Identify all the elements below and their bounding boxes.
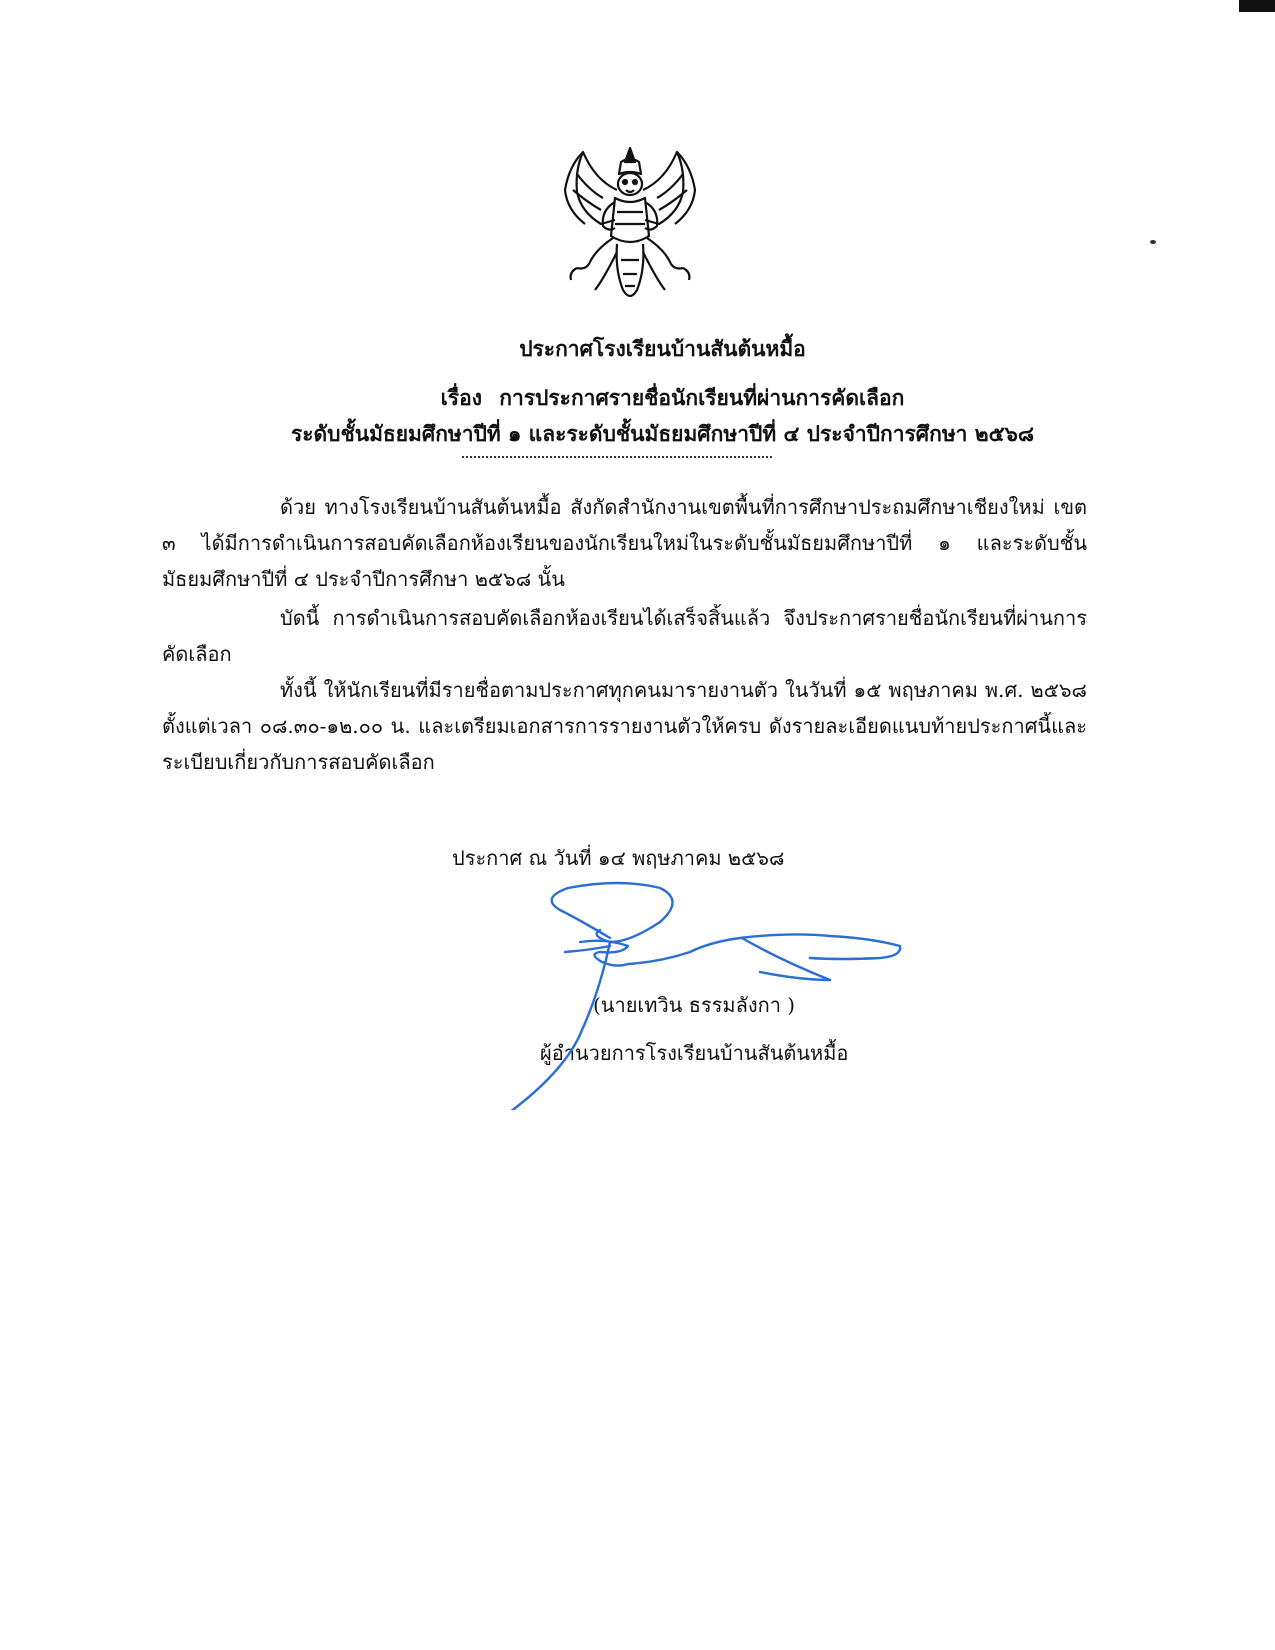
announcement-title: ประกาศโรงเรียนบ้านสันต้นหมื้อ bbox=[519, 336, 806, 361]
subject-label: เรื่อง bbox=[440, 385, 482, 410]
paragraph-3 bbox=[162, 672, 1087, 780]
paragraph-2 bbox=[162, 600, 1087, 672]
signer-name: (นายเทวิน ธรรมลังกา ) bbox=[593, 993, 796, 1017]
separator-dots bbox=[462, 456, 772, 458]
scan-edge-mark bbox=[1239, 0, 1275, 12]
subject-text: การประกาศรายชื่อนักเรียนที่ผ่านการคัดเลือก bbox=[499, 385, 905, 410]
paragraph-2-text: บัดนี้ การดำเนินการสอบคัดเลือกห้องเรียนได้เสร็จสิ้นแล้ว จึงประกาศรายชื่อนักเรียนที่ผ่านการคัดเลือก bbox=[162, 606, 1087, 666]
garuda-emblem bbox=[555, 140, 705, 310]
paragraph-1 bbox=[162, 489, 1087, 597]
paragraph-1-text: ด้วย ทางโรงเรียนบ้านสันต้นหมื้อ สังกัดสำนักงานเขตพื้นที่การศึกษาประถมศึกษาเชียงใหม่ เขต ๓ ได้มีการดำเนินการสอบคัดเลือกห้องเรียนของนักเรียนใหม่ในระดับชั้นมัธยมศึกษาปีที่ ๑ และระดับชั้นมัธยมศึกษาปีที่ ๔ ประจำปีการศึกษา ๒๕๖๘ นั้น bbox=[162, 495, 1087, 591]
subject-line bbox=[35, 382, 1275, 415]
scan-speck bbox=[1150, 240, 1156, 244]
signer-title: ผู้อำนวยการโรงเรียนบ้านสันต้นหมื้อ bbox=[540, 1041, 849, 1065]
subject-level: ระดับชั้นมัธยมศึกษาปีที่ ๑ และระดับชั้นมัธยมศึกษาปีที่ ๔ ประจำปีการศึกษา ๒๕๖๘ bbox=[290, 421, 1035, 446]
paragraph-3-text: ทั้งนี้ ให้นักเรียนที่มีรายชื่อตามประกาศทุกคนมารายงานตัว ในวันที่ ๑๕ พฤษภาคม พ.ศ. ๒๕๖๘ ตั้งแต่เวลา ๐๘.๓๐-๑๒.๐๐ น. และเตรียมเอกสารการรายงานตัวให้ครบ ดังรายละเอียดแนบท้ายประกาศนี้และระเบียบเกี่ยวกับการสอบคัดเลือก bbox=[162, 678, 1087, 774]
announce-date: ประกาศ ณ วันที่ ๑๔ พฤษภาคม ๒๕๖๘ bbox=[452, 846, 785, 870]
handwritten-signature bbox=[510, 880, 960, 1110]
